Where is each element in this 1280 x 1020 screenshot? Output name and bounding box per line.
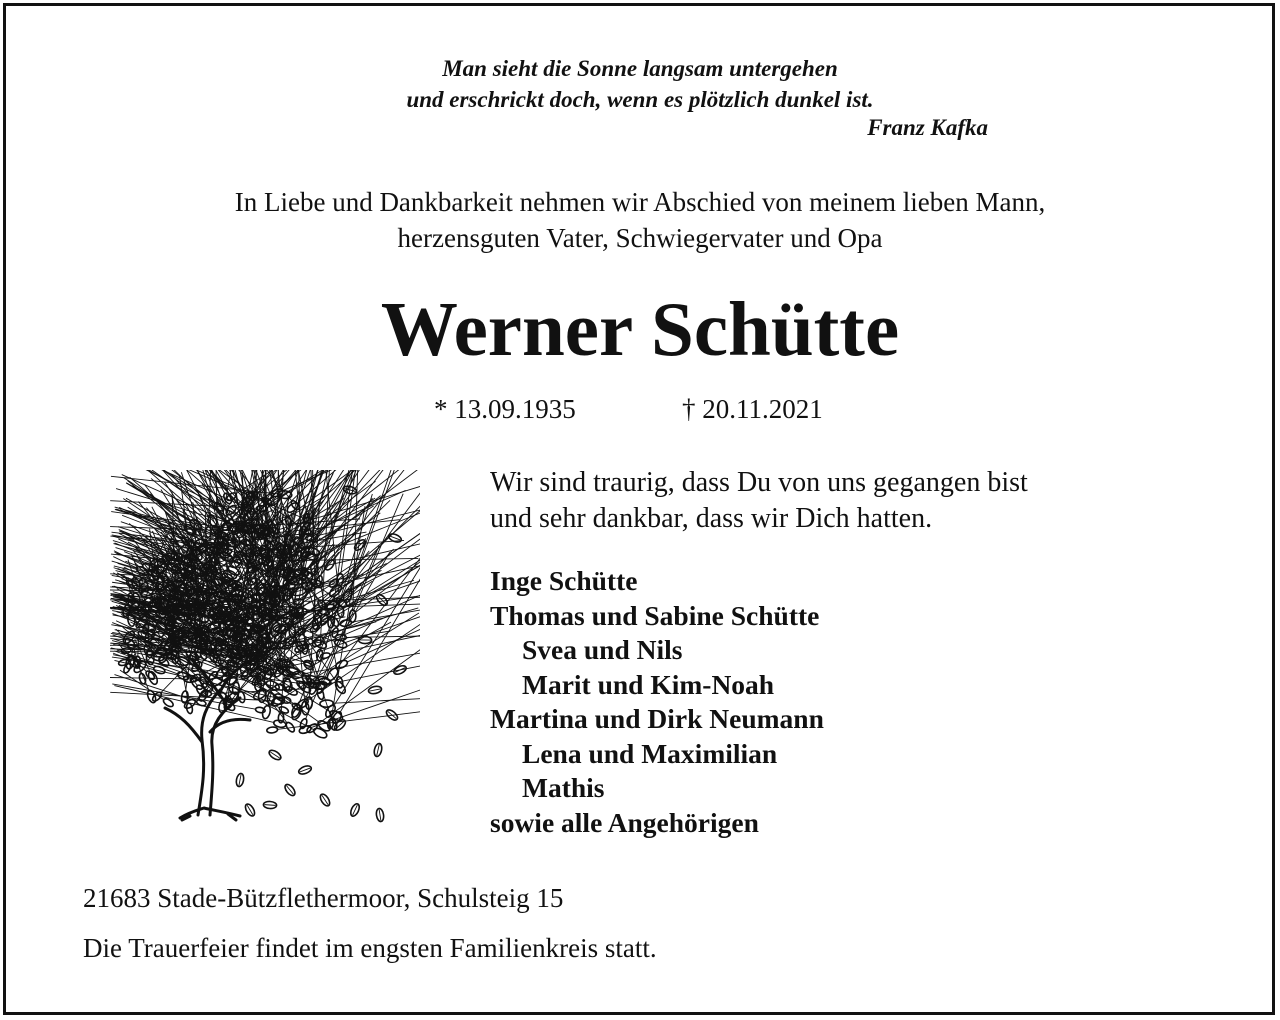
message-line-2: und sehr dankbar, dass wir Dich hatten. — [490, 503, 933, 534]
quote-line-1: Man sieht die Sonne langsam untergehen — [442, 56, 838, 81]
mourner-line: Svea und Nils — [522, 634, 683, 665]
mourner-line: Mathis — [522, 772, 605, 803]
death-date: † 20.11.2021 — [682, 394, 823, 424]
birth-date: * 13.09.1935 — [434, 394, 576, 424]
mourners-list — [490, 564, 824, 840]
tree-in-wind-icon — [110, 470, 420, 835]
quote-author: Franz Kafka — [867, 115, 988, 140]
mourner-line: Inge Schütte — [490, 565, 638, 596]
mourner-line: Martina und Dirk Neumann — [490, 703, 824, 734]
mourner-line: Lena und Maximilian — [522, 737, 778, 769]
quote-line-2: und erschrickt doch, wenn es plötzlich dunkel ist. — [406, 87, 874, 112]
deceased-name: Werner Schütte — [380, 286, 900, 372]
message-line-1: Wir sind traurig, dass Du von uns gegangen bist — [490, 467, 1028, 498]
ceremony-note: Die Trauerfeier findet im engsten Familienkreis statt. — [83, 933, 657, 963]
mourner-line: sowie alle Angehörigen — [490, 806, 759, 838]
intro-line-2: herzensguten Vater, Schwiegervater und Opa — [397, 223, 883, 253]
intro-line-1: In Liebe und Dankbarkeit nehmen wir Abschied von meinem lieben Mann, — [234, 187, 1046, 217]
address: 21683 Stade-Bützflethermoor, Schulsteig 15 — [83, 883, 564, 913]
mourner-line: Marit und Kim-Noah — [522, 668, 775, 700]
mourner-line: Thomas und Sabine Schütte — [490, 599, 820, 631]
